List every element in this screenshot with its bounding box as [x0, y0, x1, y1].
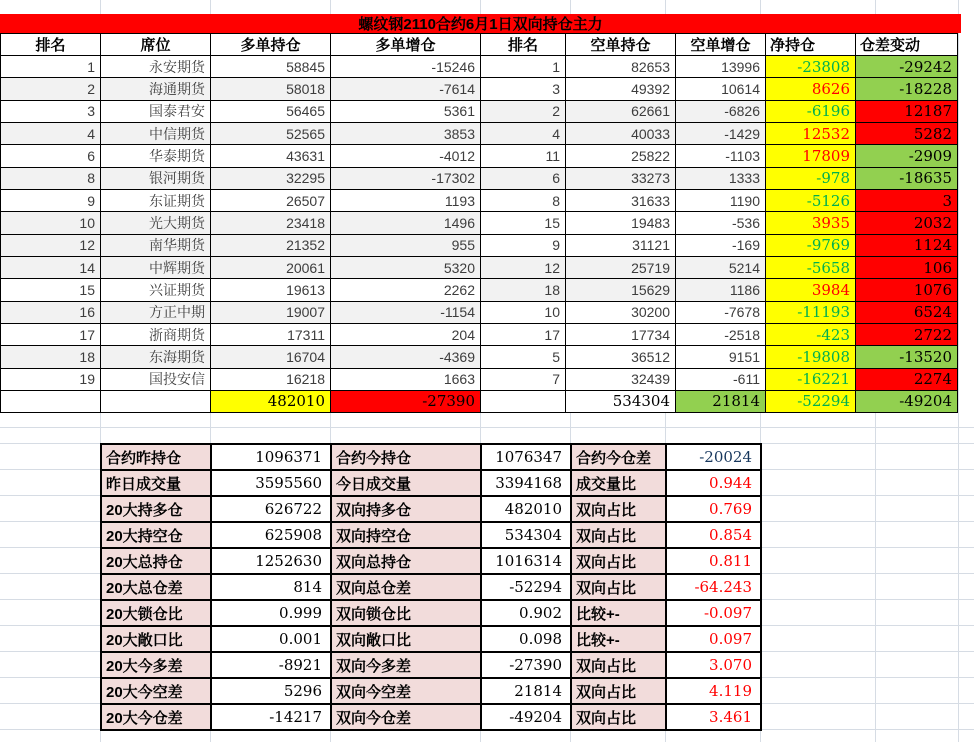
- long-chg-cell: -1154: [331, 302, 481, 324]
- summary-value: 5296: [212, 679, 332, 705]
- seat-cell: 光大期货: [101, 212, 211, 234]
- short-chg-cell: 1333: [676, 168, 766, 190]
- long-chg-cell: 2262: [331, 279, 481, 301]
- short-pos-cell: 62661: [566, 101, 676, 123]
- summary-value: -27390: [482, 653, 572, 679]
- summary-value: 0.944: [667, 471, 762, 497]
- diff-chg-cell: 12187: [856, 101, 958, 123]
- diff-chg-cell: 106: [856, 257, 958, 279]
- net-pos-cell: -9769: [766, 235, 856, 257]
- summary-value: -52294: [482, 575, 572, 601]
- net-pos-cell: -423: [766, 324, 856, 346]
- summary-label: 双向今多差: [332, 653, 482, 679]
- seat-cell: 银河期货: [101, 168, 211, 190]
- rank-long-cell: 9: [1, 190, 101, 212]
- rank-short-cell: 5: [481, 346, 566, 368]
- seat-cell: 兴证期货: [101, 279, 211, 301]
- summary-label: 双向总持仓: [332, 549, 482, 575]
- rank-long-cell: 19: [1, 369, 101, 391]
- seat-cell: 浙商期货: [101, 324, 211, 346]
- summary-label: 双向占比: [572, 575, 667, 601]
- summary-value: 0.999: [212, 601, 332, 627]
- summary-label: 20大今仓差: [102, 705, 212, 731]
- rank-short-cell: 6: [481, 168, 566, 190]
- title-banner: [0, 14, 961, 33]
- total-long-pos-cell: 482010: [211, 391, 331, 413]
- net-pos-cell: 12532: [766, 123, 856, 145]
- short-chg-cell: -1103: [676, 145, 766, 167]
- net-pos-cell: -19808: [766, 346, 856, 368]
- summary-table: [100, 443, 762, 731]
- diff-chg-cell: 6524: [856, 302, 958, 324]
- summary-value: 626722: [212, 497, 332, 523]
- summary-label: 双向占比: [572, 497, 667, 523]
- short-pos-cell: 25822: [566, 145, 676, 167]
- short-chg-cell: 9151: [676, 346, 766, 368]
- long-chg-cell: 5361: [331, 101, 481, 123]
- summary-value: -0.097: [667, 601, 762, 627]
- rank-long-cell: 4: [1, 123, 101, 145]
- seat-cell: 华泰期货: [101, 145, 211, 167]
- short-chg-cell: 5214: [676, 257, 766, 279]
- long-chg-cell: -4012: [331, 145, 481, 167]
- total-short-chg-cell: 21814: [676, 391, 766, 413]
- short-chg-cell: 10614: [676, 78, 766, 100]
- rank-short-cell: 11: [481, 145, 566, 167]
- summary-value: 3.070: [667, 653, 762, 679]
- summary-label: 20大持多仓: [102, 497, 212, 523]
- short-chg-cell: -611: [676, 369, 766, 391]
- net-pos-cell: -16221: [766, 369, 856, 391]
- rank-long-cell: 1: [1, 56, 101, 78]
- rank-short-cell: 8: [481, 190, 566, 212]
- long-chg-cell: -15246: [331, 56, 481, 78]
- gridline-v: [958, 0, 959, 742]
- diff-chg-cell: 5282: [856, 123, 958, 145]
- long-pos-cell: 52565: [211, 123, 331, 145]
- short-pos-cell: 82653: [566, 56, 676, 78]
- rank-long-cell: 2: [1, 78, 101, 100]
- summary-label: 20大敞口比: [102, 627, 212, 653]
- short-chg-cell: -2518: [676, 324, 766, 346]
- diff-chg-cell: -13520: [856, 346, 958, 368]
- long-pos-cell: 58845: [211, 56, 331, 78]
- long-pos-cell: 21352: [211, 235, 331, 257]
- short-chg-cell: -6826: [676, 101, 766, 123]
- short-chg-cell: 13996: [676, 56, 766, 78]
- summary-label: 双向占比: [572, 705, 667, 731]
- rank-long-cell: 17: [1, 324, 101, 346]
- summary-value: 0.854: [667, 523, 762, 549]
- seat-cell: 中信期货: [101, 123, 211, 145]
- short-pos-cell: 36512: [566, 346, 676, 368]
- summary-label: 20大持空仓: [102, 523, 212, 549]
- rank-short-cell: 12: [481, 257, 566, 279]
- long-pos-cell: 23418: [211, 212, 331, 234]
- summary-label: 昨日成交量: [102, 471, 212, 497]
- long-pos-cell: 17311: [211, 324, 331, 346]
- summary-label: 今日成交量: [332, 471, 482, 497]
- long-pos-cell: 26507: [211, 190, 331, 212]
- net-pos-cell: -23808: [766, 56, 856, 78]
- net-pos-cell: 8626: [766, 78, 856, 100]
- long-pos-cell: 32295: [211, 168, 331, 190]
- diff-chg-cell: 1076: [856, 279, 958, 301]
- diff-chg-cell: 2032: [856, 212, 958, 234]
- summary-label: 双向今仓差: [332, 705, 482, 731]
- short-chg-cell: -536: [676, 212, 766, 234]
- short-pos-cell: 40033: [566, 123, 676, 145]
- short-chg-cell: 1186: [676, 279, 766, 301]
- summary-value: -8921: [212, 653, 332, 679]
- empty-cell: [101, 391, 211, 413]
- long-pos-cell: 16218: [211, 369, 331, 391]
- net-pos-cell: 3984: [766, 279, 856, 301]
- diff-chg-cell: 1124: [856, 235, 958, 257]
- summary-label: 成交量比: [572, 471, 667, 497]
- page-title: 螺纹钢2110合约6月1日双向持仓主力: [358, 16, 603, 33]
- net-pos-cell: -5126: [766, 190, 856, 212]
- seat-cell: 南华期货: [101, 235, 211, 257]
- summary-value: 1252630: [212, 549, 332, 575]
- long-chg-cell: 204: [331, 324, 481, 346]
- diff-chg-cell: 2722: [856, 324, 958, 346]
- summary-value: 3394168: [482, 471, 572, 497]
- summary-label: 20大今空差: [102, 679, 212, 705]
- summary-label: 20大总持仓: [102, 549, 212, 575]
- summary-label: 20大总仓差: [102, 575, 212, 601]
- summary-value: 3595560: [212, 471, 332, 497]
- rank-long-cell: 16: [1, 302, 101, 324]
- seat-cell: 东海期货: [101, 346, 211, 368]
- seat-cell: 东证期货: [101, 190, 211, 212]
- col-header-short-chg: 空单增仓: [676, 34, 766, 56]
- short-chg-cell: -1429: [676, 123, 766, 145]
- long-chg-cell: 5320: [331, 257, 481, 279]
- summary-label: 双向总仓差: [332, 575, 482, 601]
- short-pos-cell: 30200: [566, 302, 676, 324]
- summary-value: 1096371: [212, 445, 332, 471]
- summary-value: -20024: [667, 445, 762, 471]
- short-pos-cell: 31633: [566, 190, 676, 212]
- net-pos-cell: -5658: [766, 257, 856, 279]
- summary-value: -64.243: [667, 575, 762, 601]
- net-pos-cell: 17809: [766, 145, 856, 167]
- summary-label: 双向持多仓: [332, 497, 482, 523]
- short-chg-cell: -7678: [676, 302, 766, 324]
- total-short-pos-cell: 534304: [566, 391, 676, 413]
- summary-value: 0.902: [482, 601, 572, 627]
- diff-chg-cell: -29242: [856, 56, 958, 78]
- seat-cell: 中辉期货: [101, 257, 211, 279]
- summary-label: 合约今仓差: [572, 445, 667, 471]
- rank-short-cell: 3: [481, 78, 566, 100]
- rank-short-cell: 10: [481, 302, 566, 324]
- rank-long-cell: 14: [1, 257, 101, 279]
- seat-cell: 永安期货: [101, 56, 211, 78]
- net-pos-cell: -6196: [766, 101, 856, 123]
- summary-label: 双向占比: [572, 523, 667, 549]
- diff-chg-cell: -18635: [856, 168, 958, 190]
- diff-chg-cell: -2909: [856, 145, 958, 167]
- col-header-rank-short: 排名: [481, 34, 566, 56]
- total-net-pos-cell: -52294: [766, 391, 856, 413]
- summary-value: -14217: [212, 705, 332, 731]
- short-pos-cell: 49392: [566, 78, 676, 100]
- short-pos-cell: 31121: [566, 235, 676, 257]
- summary-label: 20大今多差: [102, 653, 212, 679]
- summary-value: 0.769: [667, 497, 762, 523]
- long-chg-cell: -4369: [331, 346, 481, 368]
- rank-long-cell: 6: [1, 145, 101, 167]
- summary-value: 0.098: [482, 627, 572, 653]
- long-chg-cell: 1663: [331, 369, 481, 391]
- net-pos-cell: 3935: [766, 212, 856, 234]
- summary-label: 双向持空仓: [332, 523, 482, 549]
- summary-value: 534304: [482, 523, 572, 549]
- col-header-rank-long: 排名: [1, 34, 101, 56]
- empty-cell: [1, 391, 101, 413]
- long-chg-cell: -17302: [331, 168, 481, 190]
- short-pos-cell: 19483: [566, 212, 676, 234]
- empty-cell: [481, 391, 566, 413]
- summary-value: 625908: [212, 523, 332, 549]
- summary-value: 814: [212, 575, 332, 601]
- long-pos-cell: 16704: [211, 346, 331, 368]
- col-header-long-pos: 多单持仓: [211, 34, 331, 56]
- net-pos-cell: -978: [766, 168, 856, 190]
- rank-short-cell: 18: [481, 279, 566, 301]
- summary-label: 比较+-: [572, 627, 667, 653]
- summary-label: 双向敞口比: [332, 627, 482, 653]
- long-pos-cell: 43631: [211, 145, 331, 167]
- summary-value: 0.097: [667, 627, 762, 653]
- long-chg-cell: 3853: [331, 123, 481, 145]
- total-diff-chg-cell: -49204: [856, 391, 958, 413]
- summary-value: 0.811: [667, 549, 762, 575]
- seat-cell: 方正中期: [101, 302, 211, 324]
- summary-value: 482010: [482, 497, 572, 523]
- summary-label: 双向今空差: [332, 679, 482, 705]
- summary-value: 21814: [482, 679, 572, 705]
- seat-cell: 海通期货: [101, 78, 211, 100]
- long-pos-cell: 56465: [211, 101, 331, 123]
- rank-short-cell: 15: [481, 212, 566, 234]
- diff-chg-cell: -18228: [856, 78, 958, 100]
- rank-long-cell: 12: [1, 235, 101, 257]
- gridline-h: [0, 427, 974, 428]
- long-pos-cell: 19007: [211, 302, 331, 324]
- summary-label: 双向占比: [572, 549, 667, 575]
- summary-label: 双向锁仓比: [332, 601, 482, 627]
- seat-cell: 国泰君安: [101, 101, 211, 123]
- main-table: [0, 33, 958, 413]
- net-pos-cell: -11193: [766, 302, 856, 324]
- rank-short-cell: 2: [481, 101, 566, 123]
- long-chg-cell: 1193: [331, 190, 481, 212]
- short-pos-cell: 25719: [566, 257, 676, 279]
- short-pos-cell: 33273: [566, 168, 676, 190]
- summary-label: 双向占比: [572, 679, 667, 705]
- summary-label: 双向占比: [572, 653, 667, 679]
- rank-long-cell: 15: [1, 279, 101, 301]
- short-chg-cell: -169: [676, 235, 766, 257]
- diff-chg-cell: 2274: [856, 369, 958, 391]
- total-long-chg-cell: -27390: [331, 391, 481, 413]
- long-chg-cell: 1496: [331, 212, 481, 234]
- summary-value: -49204: [482, 705, 572, 731]
- rank-short-cell: 4: [481, 123, 566, 145]
- short-chg-cell: 1190: [676, 190, 766, 212]
- summary-value: 4.119: [667, 679, 762, 705]
- rank-long-cell: 18: [1, 346, 101, 368]
- short-pos-cell: 32439: [566, 369, 676, 391]
- col-header-short-pos: 空单持仓: [566, 34, 676, 56]
- summary-label: 合约昨持仓: [102, 445, 212, 471]
- summary-label: 比较+-: [572, 601, 667, 627]
- col-header-net-pos: 净持仓: [766, 34, 856, 56]
- rank-short-cell: 9: [481, 235, 566, 257]
- summary-label: 20大锁仓比: [102, 601, 212, 627]
- long-chg-cell: 955: [331, 235, 481, 257]
- summary-value: 1016314: [482, 549, 572, 575]
- seat-cell: 国投安信: [101, 369, 211, 391]
- col-header-long-chg: 多单增仓: [331, 34, 481, 56]
- diff-chg-cell: 3: [856, 190, 958, 212]
- long-pos-cell: 20061: [211, 257, 331, 279]
- long-chg-cell: -7614: [331, 78, 481, 100]
- rank-long-cell: 10: [1, 212, 101, 234]
- rank-short-cell: 17: [481, 324, 566, 346]
- rank-short-cell: 7: [481, 369, 566, 391]
- summary-label: 合约今持仓: [332, 445, 482, 471]
- short-pos-cell: 17734: [566, 324, 676, 346]
- rank-short-cell: 1: [481, 56, 566, 78]
- summary-value: 1076347: [482, 445, 572, 471]
- long-pos-cell: 19613: [211, 279, 331, 301]
- summary-value: 0.001: [212, 627, 332, 653]
- col-header-seat: 席位: [101, 34, 211, 56]
- rank-long-cell: 8: [1, 168, 101, 190]
- col-header-diff-chg: 仓差变动: [856, 34, 958, 56]
- short-pos-cell: 15629: [566, 279, 676, 301]
- rank-long-cell: 3: [1, 101, 101, 123]
- long-pos-cell: 58018: [211, 78, 331, 100]
- summary-value: 3.461: [667, 705, 762, 731]
